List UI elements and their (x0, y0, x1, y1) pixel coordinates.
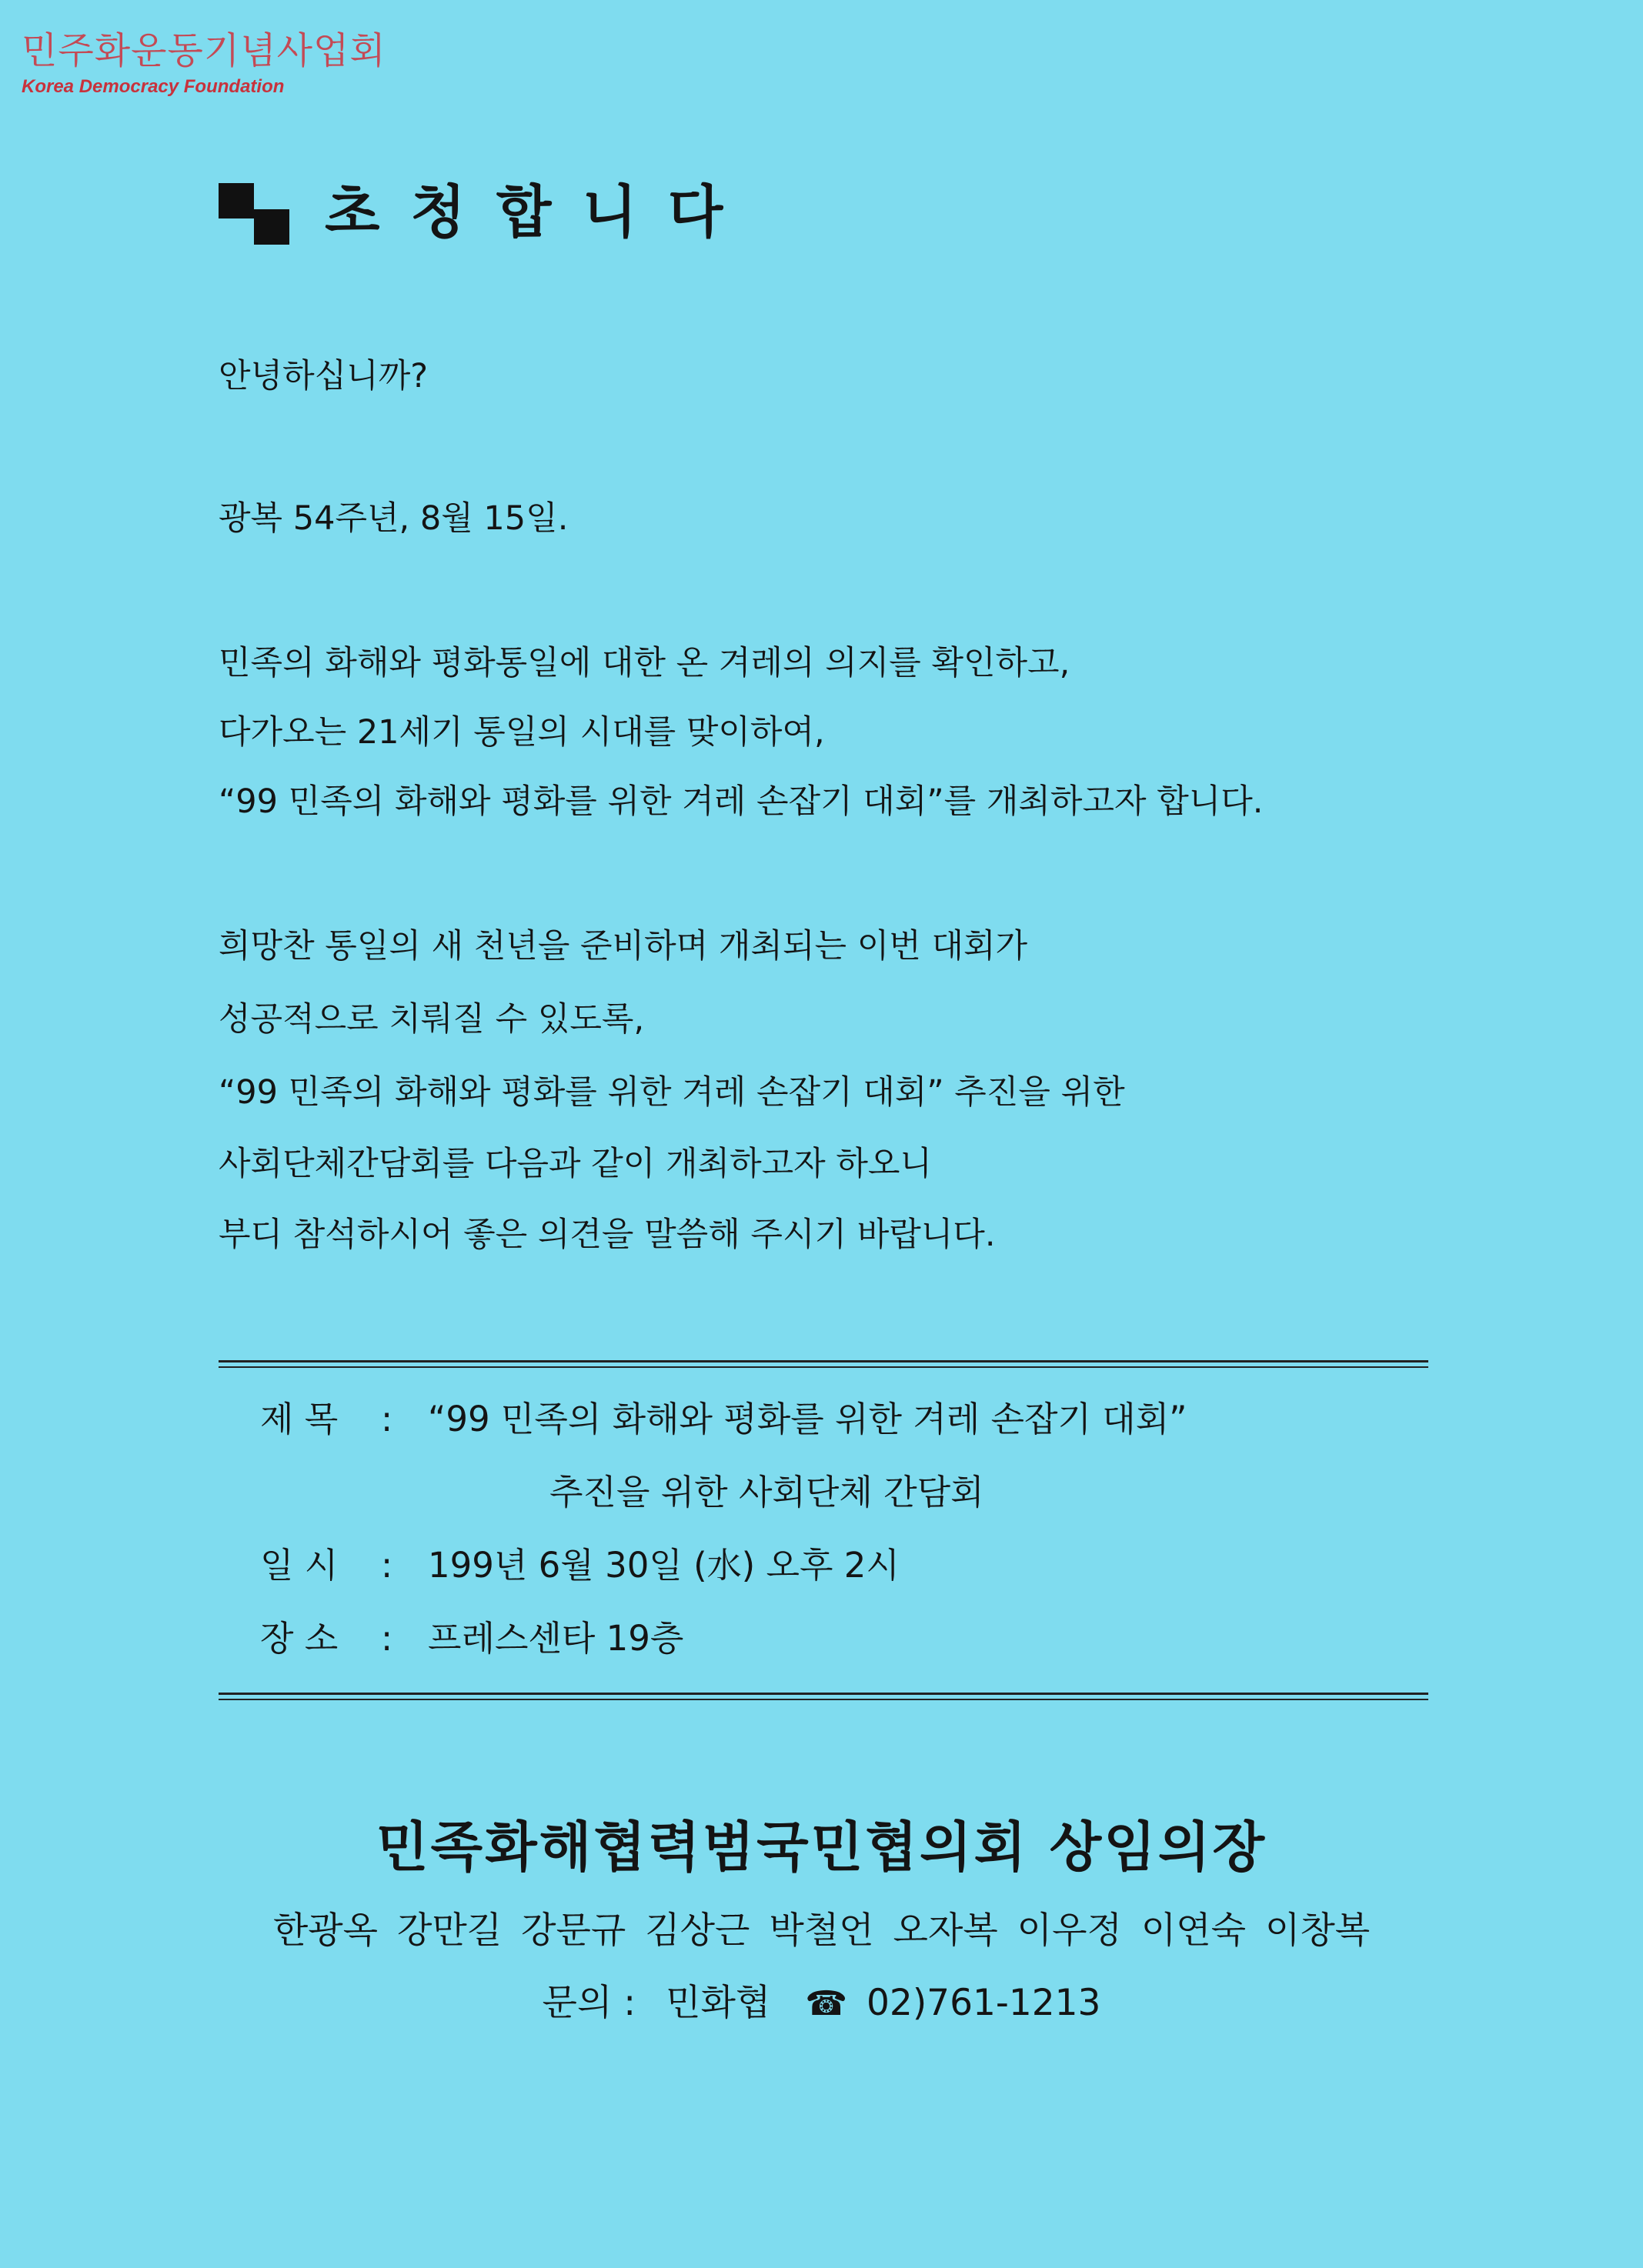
paragraph2-line4: 사회단체간담회를 다음과 같이 개최하고자 하오니 (219, 1145, 932, 1183)
subject-line1: “99 민족의 화해와 평화를 위한 겨레 손잡기 대회” (428, 1399, 1187, 1439)
place-separator: : (381, 1618, 393, 1659)
paragraph2-line5: 부디 참석하시어 좋은 의견을 말씀해 주시기 바랍니다. (219, 1216, 996, 1254)
document-title (219, 174, 753, 251)
paragraph1-line2: 다가오는 21세기 통일의 시대를 맞이하여, (219, 713, 825, 752)
contact-label: 문의 : (542, 1982, 636, 2024)
paragraph2-line1: 희망찬 통일의 새 천년을 준비하며 개최되는 이번 대회가 (219, 927, 1028, 966)
datetime-separator: : (381, 1545, 393, 1586)
paragraph1-line1: 민족의 화해와 평화통일에 대한 온 겨레의 의지를 확인하고, (219, 644, 1070, 682)
subject-label: 제 목 (260, 1399, 339, 1439)
organization-name: 민족화해협력범국민협의회 상임의장 (376, 1816, 1267, 1879)
place-value: 프레스센타 19층 (428, 1618, 684, 1659)
datetime-value: 199년 6월 30일 (水) 오후 2시 (428, 1545, 900, 1586)
paragraph1-line3: “99 민족의 화해와 평화를 위한 겨레 손잡기 대회”를 개최하고자 합니다. (219, 782, 1264, 821)
contact-org: 민화협 (666, 1982, 771, 2024)
logo-korean-text: 민주화운동기념사업회 (22, 29, 386, 72)
subject-separator: : (381, 1399, 393, 1439)
contact-phone: 02)761-1213 (867, 1982, 1101, 2024)
paragraph2-line3: “99 민족의 화해와 평화를 위한 겨레 손잡기 대회” 추진을 위한 (219, 1073, 1125, 1112)
paragraph2-line2: 성공적으로 치뤄질 수 있도록, (219, 1000, 645, 1039)
top-double-rule (219, 1360, 1428, 1368)
double-square-icon (219, 178, 305, 246)
foundation-logo (22, 28, 386, 98)
logo-english-text: Korea Democracy Foundation (22, 76, 285, 97)
datetime-label: 일 시 (260, 1545, 339, 1586)
place-label: 장 소 (260, 1618, 339, 1659)
date-line: 광복 54주년, 8월 15일. (219, 499, 569, 538)
title-text: 초청합니다 (325, 179, 754, 245)
contact-line (0, 1974, 1643, 2026)
bottom-double-rule (219, 1693, 1428, 1700)
subject-line2: 추진을 위한 사회단체 간담회 (549, 1472, 984, 1513)
greeting: 안녕하십니까? (219, 357, 429, 395)
member-names: 한광옥 강만길 강문규 김상근 박철언 오자복 이우정 이연숙 이창복 (272, 1909, 1371, 1952)
telephone-icon: ☎ (805, 1984, 848, 2023)
